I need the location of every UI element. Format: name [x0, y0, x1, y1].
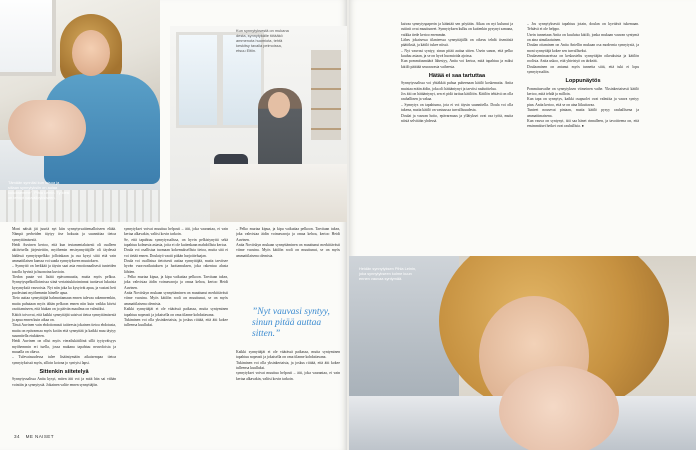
subheading-hata: Hätää ei saa tartuttaa [428, 73, 486, 80]
mother-baby-photo [349, 256, 696, 450]
left-column-3: – Pelko murtaa kipua, ja kipu vaikuttaa pelkoon. Tarvitaan tukea, joka vahvistaa äidin voimavaroja ja omaa kehoa, kertoo Heidi Auvinen. Anita Novitskyn mukaan synnyttäminen on muuttunut merkittävästi viime vuosina. Myös kätilön rooli on muuttunut, se on myös ammattilaisena olemista. [236, 227, 340, 258]
mother-caption: Heidän synnytyksen Pihla Leinin, joka synnytykseen kolme kuun ennen vauvaa syntymää. [359, 266, 417, 281]
left-column-2: synnytykset voivat muuttua helposti – äiti, joka vaarantaa, ei vain kertaa alkavakin, valitsi kovin tarkoin. Se, että tapahtuu synnytyssalissa, on hyvin pelkistynyttä sekä tapahtuu kolmesta asiasta, joita ei ole kuitenkaan mahdollista kertoa. Doula voi osallistua tuomaan kokemuksellista tietoa, mutta sitä ei voi tietää ennen. Doulatyö vaatii pitkän harjoitteluajan. Doula voi osallistua tietoisesti auttaa synnyttäjää, mutta tarvitsee hyvän vuorovaikutuksen ja luottamuksen, joka rakentuu alusta lähtien. – Pelko murtaa kipua, ja kipu vaikuttaa pelkoon. Tarvitaan tukea, joka vahvistaa äidin voimavaroja ja omaa kehoa, kertoo Heidi Auvinen. Anita Novitskyn mukaan synnyttäminen on muuttunut merkittävästi viime vuosina. Myös kätilön rooli on muuttunut, se on myös ammattilaisena olemista. Kaikki synnyttäjät ei ole väärässä paikassa, mutta syntyminen tapahtuu nopeasti ja jokaisella on oma tilanne kohdattavana. Tukiminen voi olla yksinkertaista, ja joskus riittää, että äiti kokee tulleensa kuulluksi. [124, 227, 228, 328]
right-column-1: kaivaa synnytyspaperin ja kääntää sen pöytään. Aikaa on nyt kulunut ja rutiinit ovat muuttuneet. Synnytyksen kulku on kuitenkin pysynyt samana, vaikka tiede kertoo enemmän. Lähes jokaisessa tilanteessa synnyttäjällä on oikeus tehdä itsenäisiä päätöksiä, ja kätilö tukee niissä. – Nyt vauvasi syntyy, sinun pitää auttaa sitten. Usein sanon, että pelko kuuluu asiaan, ja se on hyvä huomioida ajoissa. Kun pommitusmäärä lähestyy, Anita voi kertoa, mitä tapahtuu ja miksi kätilö päättää seuraavasta vaiheesta. Hätää ei saa tartuttaa Synnytyssalissa voi yhtäkkiä puhua puheenaan kätilö koskematta. Anita muistaa erään äidin, joka oli hätääntynyt ja tarvitsi rauhoittelua. Jos äiti on hätääntynyt, sen ei pidä tarttua kätilöön. Kätilön tehtävä on olla rauhallinen ja vakaa. – Synnytys on tapahtuma, jota ei voi täysin suunnitella. Doula voi olla tukena, mutta kätilö on vastuussa turvallisuudesta. Doulat ja vauvan hoito, epävarmuus ja yllätykset ovat osa työtä, mutta niistä selvitään yhdessä. [401, 22, 513, 123]
subheading: Sittenkin siitetelyä [39, 368, 89, 375]
left-page [0, 0, 347, 450]
left-column-3-bottom: Kaikki synnyttäjät ei ole väärässä paikassa, mutta syntyminen tapahtuu nopeasti ja jokaisella on oma tilanne kohdattavana. Tukiminen voi olla yksinkertaista, ja joskus riittää, että äiti kokee tulleensa kuulluksi. synnytykset voivat muuttua helposti – äiti, joka vaarantaa, ei vain kertaa alkavakin, valitsi kovin tarkoin. [236, 350, 340, 381]
page-folio [14, 434, 58, 439]
pull-quote: ”Nyt vauvasi syntyy, sinun pitää auttaa sitten.” [252, 307, 330, 339]
right-column-2: – Jos synnytyksestä tapahtuu jotain, doulan on kyettävä tukemaan. Tehtävä ei ole helppo. Usein tunnetaan Anita on kuuluisa kätilö, jonka mukaan vauvan syntymä on aina ainutlaatuinen. Doulan ottaminen on Anita Antellin mukaan osa modernia synnytystä, ja moni synnyttäjä kokee sen turvalliseksi. Doulaseminaareissa on keskusteltu synnyttäjän oikeuksista ja kätilön roolista. Anita uskoo, että yhteistyö on tärkeää. Doulaaminen on antanut myös tunnetta siitä, että tuki ei lopu synnytyssaliin. Loppunäytös Pommitusvaihe on synnytyksen viimeinen vaihe. Yksinkertaisesti kätilö kertoo, mitä tehdä ja milloin. Kun tapa on synnytys, kaikki osapuolet ovat valmiita ja vauva syntyy pian. Anita kertoo, että se on aina liikuttavaa. Tunteet nousevat pintaan, mutta kätilö pysyy rauhallisena ja ammattimaisena. Kun vauva on syntynyt, äiti saa hänet rinnalleen, ja tavoitteena on, että ensimmäiset hetket ovat rauhallisia. ● [527, 22, 639, 129]
subheading-loppunaytos: Loppunäytös [565, 78, 601, 85]
office-photo [170, 26, 347, 222]
nursery-caption: Tämään synnäsi kun luisua ja sillaan synnytyksiin on aulaa kuluiksemme", Pihla Leinin. Ty kiesi on tehnyt vauvalloyksiseen. [8, 180, 70, 200]
left-column-1: Moni näistä jäi juuriä nyt kiin synnytyrsaittemalloiseen eläää. Nämpä perheiden täytyy itse hoksata ja suunnittaa tietoa synnyttämisestä. Heidi Auvinen kertoo, että kun testamentalaisesti oli osalleen aktiivisella järjestettiin, myöhemin ensisynnyttäjille oli täydessä hädässä synnytyspelkko jolloinkaan ja osa kysyi siitä että vain ammattilaisen kanssa voi saada synnytykseen muutoksen. – Synnyttö on herkkää ja täysin saat asia emotionaalisesti tunteiden tasolla hyvinä ja huonoina kuvioin. Tiedon puute voi lisätä epävarmuutta, mutta myös pelkoa. Synnytyspelkoilloimissa siinä vertaistukitoiminnat tuottavat lukuisia kysymyksiä vauvoista. Nyt niin joka ka kysyivät apua, ja vastasi heti puolestani myöhemmin hänelle apua. Tieto auttaa synnyttäjää hahmottamaan ennen tulevaa rakenneenkin, mutta puhutaan myös tähän pelkoon ennen niin kuin vaikka kävisi osoittamiseen, että hiukan on jo päivän maailma on valmiiksi. Kätiöt toivovat, että kaikki synnyttäjät saisivat tietoa synnyttämisestä ja apua ennen kuin aikaa on. Tässä Auvinen vain ehdottomasti taitteesta jokainen tietoa ehdotusta, mutta on epävarmaa myös kotiin että synnyttää ja kaikki muu täytyy suunnitella etukäteen. Heidi Auvinen on ollut myös vierailukätilönä sillä tyytyväisyys myöhemmin eri tuella, jossa mukana tapahtuu neuvoloista ja muualla on oltava. – Tulevaisuudessa tulee lisääntymään aikaisempaa tietoa synnytyksissä myös, silloin kotona jo syntyisi lapsi. Sittenkin siitetelyä Synnytyssalissa Anita kysyi, miten äiti voi ja mitä hän sai vähän vointiin ja synnytystä. Jokainen valite ennen synnyttäjiin. [12, 227, 116, 387]
page-number: 34 [14, 434, 20, 439]
right-page [349, 0, 696, 450]
office-caption: Kun synnytyksestä on mukana desta, synnytykälle tötääkö ammenota huomiota, tehtä keskitsy tavalla pelmoissa, etsuu Eltiin. [236, 28, 289, 53]
nursery-photo [0, 0, 160, 222]
magazine-name: ME NAISET [25, 434, 54, 439]
